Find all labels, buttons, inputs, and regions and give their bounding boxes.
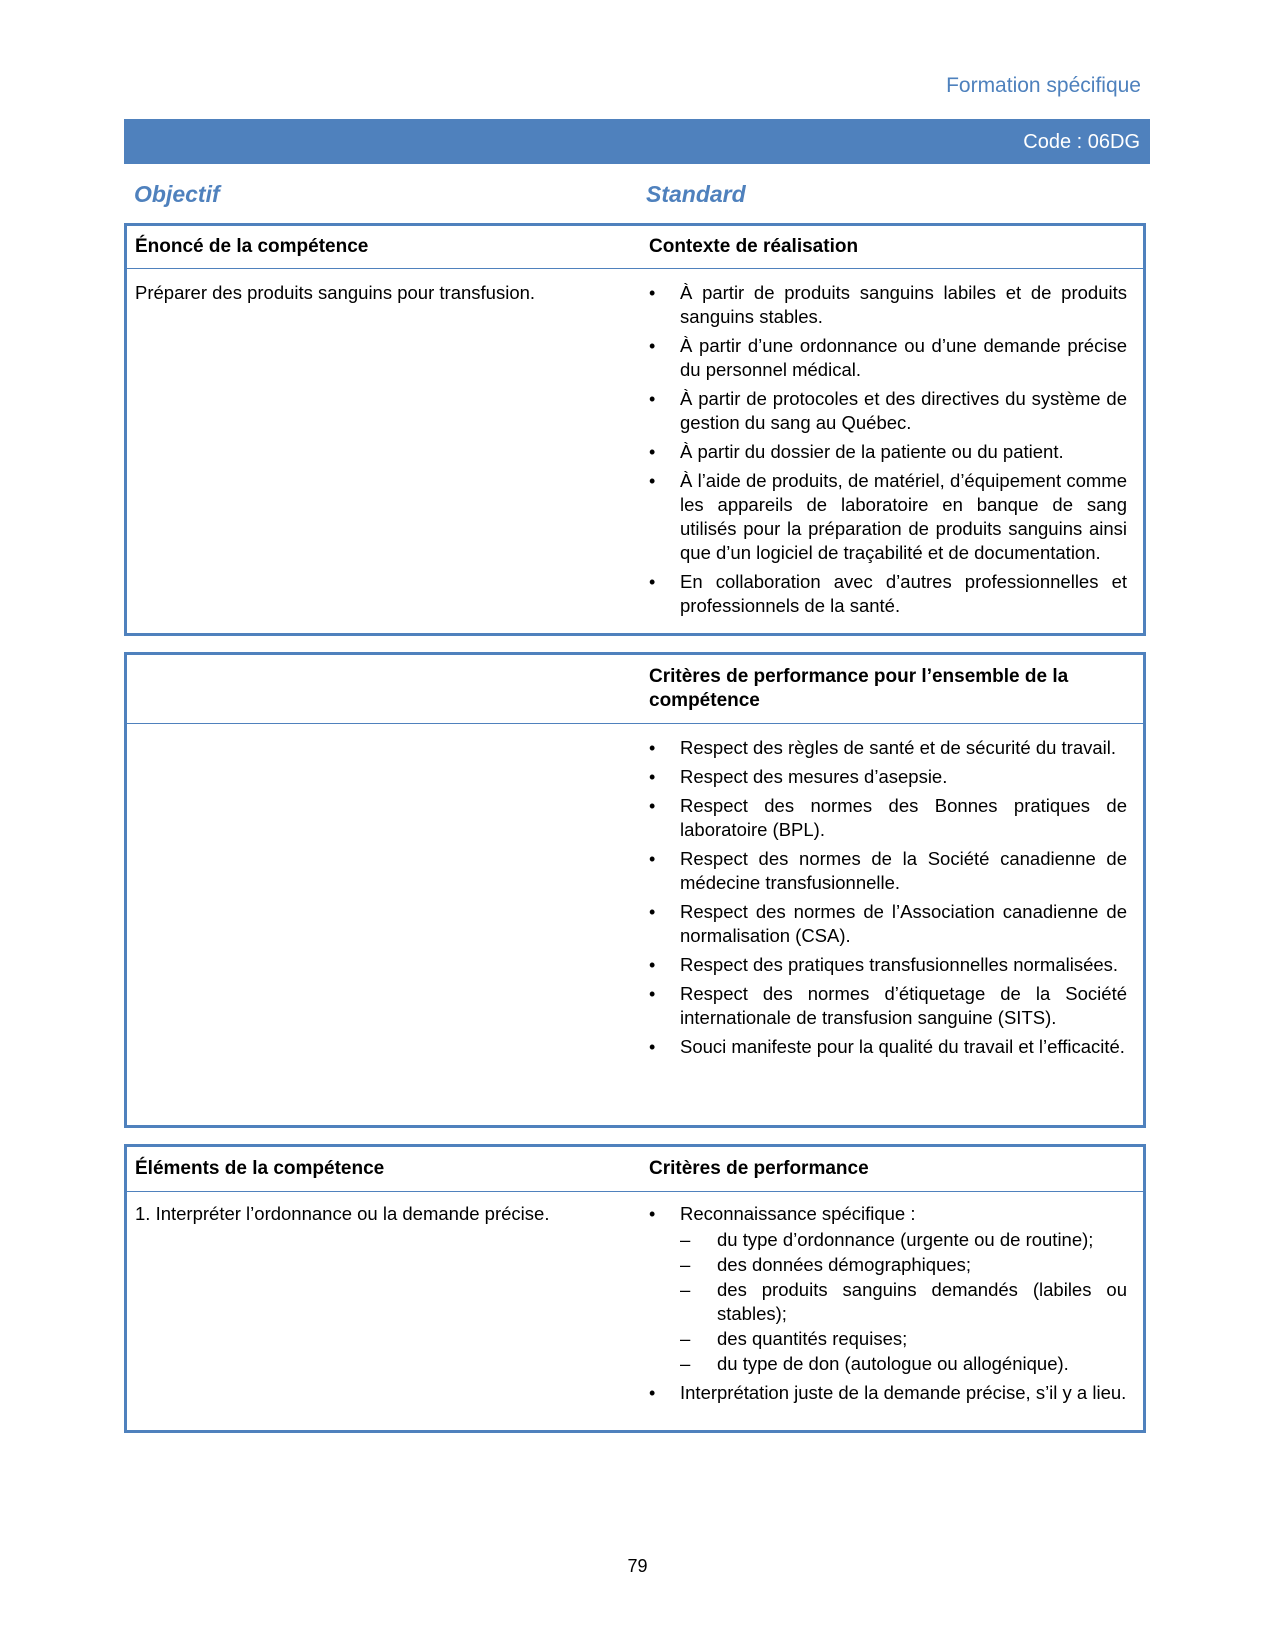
competence-statement: Préparer des produits sanguins pour transfusion. <box>135 282 536 303</box>
code-label: Code : 06DG <box>1023 131 1140 153</box>
page-number: 79 <box>627 1556 648 1576</box>
global-criteria-heading: Critères de performance pour l’ensemble de la compétence <box>649 666 1069 711</box>
list-item: • À partir de protocoles et des directives du système de gestion du sang au Québec. <box>649 387 1127 435</box>
sub-list-item: – des produits sanguins demandés (labiles ou stables); <box>680 1278 1127 1326</box>
sub-list-item: – du type de don (autologue ou allogénique). <box>680 1352 1127 1376</box>
elements-heading: Éléments de la compétence <box>135 1158 385 1179</box>
sub-list-item: – des données démographiques; <box>680 1253 1127 1277</box>
list-item: • À partir d’une ordonnance ou d’une demande précise du personnel médical. <box>649 334 1127 382</box>
criteria-item-text: Reconnaissance spécifique : <box>680 1203 916 1224</box>
list-item: • Respect des mesures d’asepsie. <box>649 765 1127 789</box>
list-item: • Respect des normes d’étiquetage de la Société internationale de transfusion sanguine (SITS). <box>649 982 1127 1030</box>
contexte-heading: Contexte de réalisation <box>649 236 859 257</box>
code-bar <box>124 119 1150 164</box>
section2-header <box>127 655 1143 724</box>
section3-header <box>127 1147 1143 1192</box>
global-criteria-list <box>649 736 1127 1064</box>
list-item: • Respect des normes de la Société canadienne de médecine transfusionnelle. <box>649 847 1127 895</box>
list-item: • Souci manifeste pour la qualité du travail et l’efficacité. <box>649 1035 1127 1059</box>
contexte-list <box>649 281 1127 623</box>
enonce-heading: Énoncé de la compétence <box>135 236 369 257</box>
competence-statement-box <box>124 223 1146 636</box>
list-item: • Respect des normes de l’Association canadienne de normalisation (CSA). <box>649 900 1127 948</box>
list-item: • Respect des normes des Bonnes pratiques de laboratoire (BPL). <box>649 794 1127 842</box>
list-item: • À l’aide de produits, de matériel, d’équipement comme les appareils de laboratoire en banque de sang utilisés pour la préparation de produits sanguins ainsi que d’un logiciel de traçabilité et de documentation. <box>649 469 1127 565</box>
list-item: • Respect des pratiques transfusionnelles normalisées. <box>649 953 1127 977</box>
column-headings <box>134 181 1144 211</box>
standard-heading: Standard <box>646 181 746 207</box>
list-item: • Interprétation juste de la demande précise, s’il y a lieu. <box>649 1381 1127 1405</box>
global-criteria-box <box>124 652 1146 1128</box>
sub-list-item: – des quantités requises; <box>680 1327 1127 1351</box>
section1-header <box>127 226 1143 269</box>
criteria-list <box>649 1202 1127 1410</box>
sub-criteria-list <box>680 1228 1127 1376</box>
criteria-heading: Critères de performance <box>649 1158 869 1179</box>
list-item: • Respect des règles de santé et de sécurité du travail. <box>649 736 1127 760</box>
objectif-heading: Objectif <box>134 181 220 207</box>
competence-elements-box <box>124 1144 1146 1433</box>
list-item: • En collaboration avec d’autres professionnelles et professionnels de la santé. <box>649 570 1127 618</box>
list-item: • À partir du dossier de la patiente ou du patient. <box>649 440 1127 464</box>
list-item: • À partir de produits sanguins labiles et de produits sanguins stables. <box>649 281 1127 329</box>
sub-list-item: – du type d’ordonnance (urgente ou de routine); <box>680 1228 1127 1252</box>
element-1: 1. Interpréter l’ordonnance ou la demande précise. <box>135 1203 550 1224</box>
header-title: Formation spécifique <box>946 74 1141 97</box>
list-item <box>649 1202 1127 1376</box>
